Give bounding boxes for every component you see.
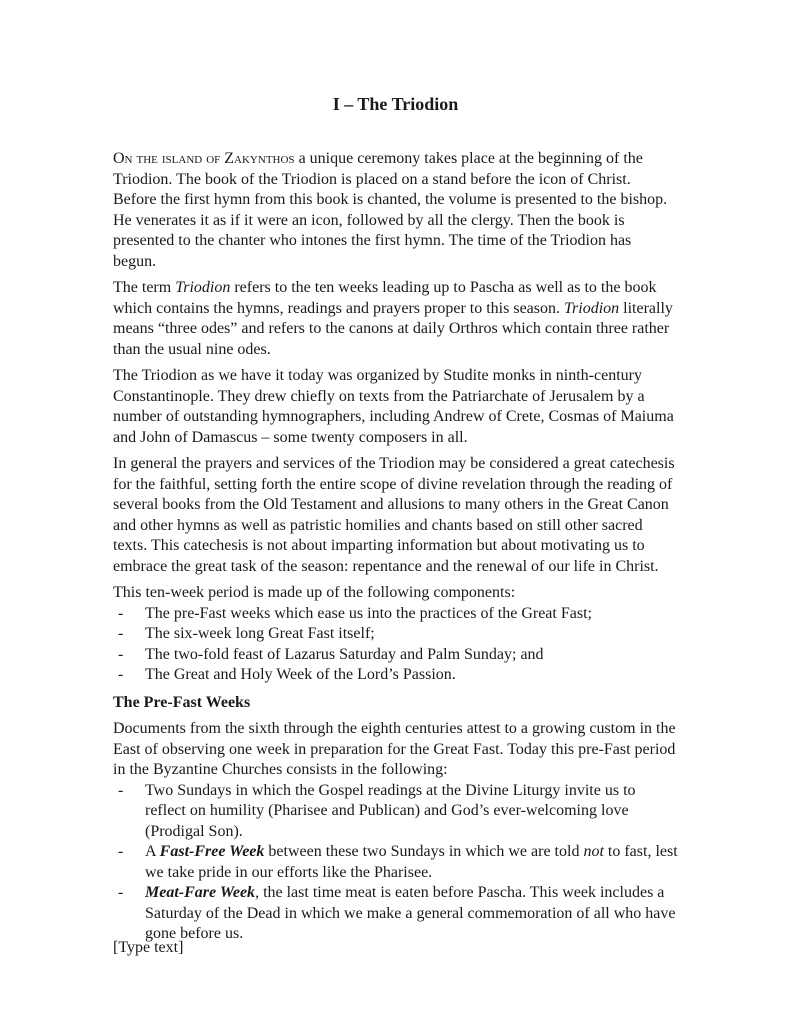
list-item xyxy=(113,842,678,883)
paragraph xyxy=(113,454,678,577)
dash-list xyxy=(113,781,678,945)
text-run: In general the prayers and services of the Triodion may be considered a great catechesis for the faithful, setting forth the entire scope of divine revelation through the reading of several books from the Old Testament and allusions to many others in the Great Canon and other hymns as well as patristic homilies and chants based on still other sacred texts. This catechesis is not about imparting information but about motivating us to embrace the great task of the season: repentance and the renewal of our life in Christ. xyxy=(113,455,675,575)
text-run: Documents from the sixth through the eighth centuries attest to a growing custom in the East of observing one week in preparation for the Great Fast. Today this pre-Fast period in the Byzantine Churches consists in the following: xyxy=(113,720,676,778)
paragraph xyxy=(113,278,678,360)
list-item xyxy=(113,781,678,843)
text-run: The term xyxy=(113,279,176,296)
dash-marker: - xyxy=(118,625,124,642)
list-item xyxy=(113,645,678,666)
footer-placeholder: [Type text] xyxy=(113,939,184,956)
paragraph xyxy=(113,149,678,272)
text-run: a unique ceremony takes place at the beginning of the Triodion. The book of the Triodion is placed on a stand before the icon of Christ. Before the first hymn from this book is chanted, the volume is presented to the bishop. He venerates it as if it were an icon, followed by all the clergy. Then the book is presented to the chanter who intones the first hymn. The time of the Triodion has begun. xyxy=(113,150,668,270)
dash-marker: - xyxy=(118,781,124,799)
dash-marker: - xyxy=(118,604,124,622)
list-item xyxy=(113,624,678,645)
list-item xyxy=(113,604,678,625)
text-run: literally means “three odes” and refers to the canons at daily Orthros which contain three rather than the usual nine odes. xyxy=(113,299,673,358)
styled-text-run: Fast-Free Week xyxy=(159,843,265,860)
dash-marker: - xyxy=(118,884,124,901)
text-run: refers to the ten weeks leading up to Pascha as well as to the book which contains the hymns, readings and prayers proper to this season. xyxy=(113,279,657,317)
dash-marker: - xyxy=(118,843,124,860)
dash-marker: - xyxy=(118,645,124,663)
paragraph xyxy=(113,719,678,781)
styled-text-run: not xyxy=(583,843,604,860)
paragraph xyxy=(113,583,678,604)
styled-text-run: Triodion xyxy=(564,299,620,317)
text-run: A xyxy=(145,843,160,860)
text-run: The Pre-Fast Weeks xyxy=(113,693,251,711)
styled-text-run: Triodion xyxy=(175,279,231,296)
text-run: The six-week long Great Fast itself; xyxy=(145,625,375,642)
text-run: The Great and Holy Week of the Lord’s Passion. xyxy=(145,666,456,683)
section-heading xyxy=(113,693,678,714)
dash-marker: - xyxy=(118,666,124,683)
text-run: This ten-week period is made up of the following components: xyxy=(113,584,516,601)
text-run: The Triodion as we have it today was organized by Studite monks in ninth-century Constantinople. They drew chiefly on texts from the Patriarchate of Jerusalem by a number of outstanding hymnographers, including Andrew of Crete, Cosmas of Maiuma and John of Damascus – some twenty composers in all. xyxy=(113,367,674,446)
text-run: The two-fold feast of Lazarus Saturday and Palm Sunday; and xyxy=(145,645,544,663)
text-run: , the last time meat is eaten before Pascha. This week includes a Saturday of the Dead in which we make a general commemoration of all who have gone before us. xyxy=(145,884,676,942)
list-item xyxy=(113,665,678,686)
text-run: to fast, lest we take pride in our efforts like the Pharisee. xyxy=(145,843,678,881)
text-run: between these two Sundays in which we are told xyxy=(264,843,584,860)
text-run: Two Sundays in which the Gospel readings at the Divine Liturgy invite us to reflect on humility (Pharisee and Publican) and God’s ever-welcoming love (Prodigal Son). xyxy=(145,781,636,840)
styled-text-run: Meat-Fare Week xyxy=(145,884,256,901)
document-content xyxy=(113,93,678,951)
document-title: I – The Triodion xyxy=(332,94,459,114)
document-body xyxy=(113,149,678,945)
small-caps-run: On the island of Zakynthos xyxy=(113,150,295,167)
list-item xyxy=(113,883,678,945)
text-run: The pre-Fast weeks which ease us into the practices of the Great Fast; xyxy=(145,604,592,622)
dash-list xyxy=(113,604,678,686)
paragraph xyxy=(113,366,678,448)
